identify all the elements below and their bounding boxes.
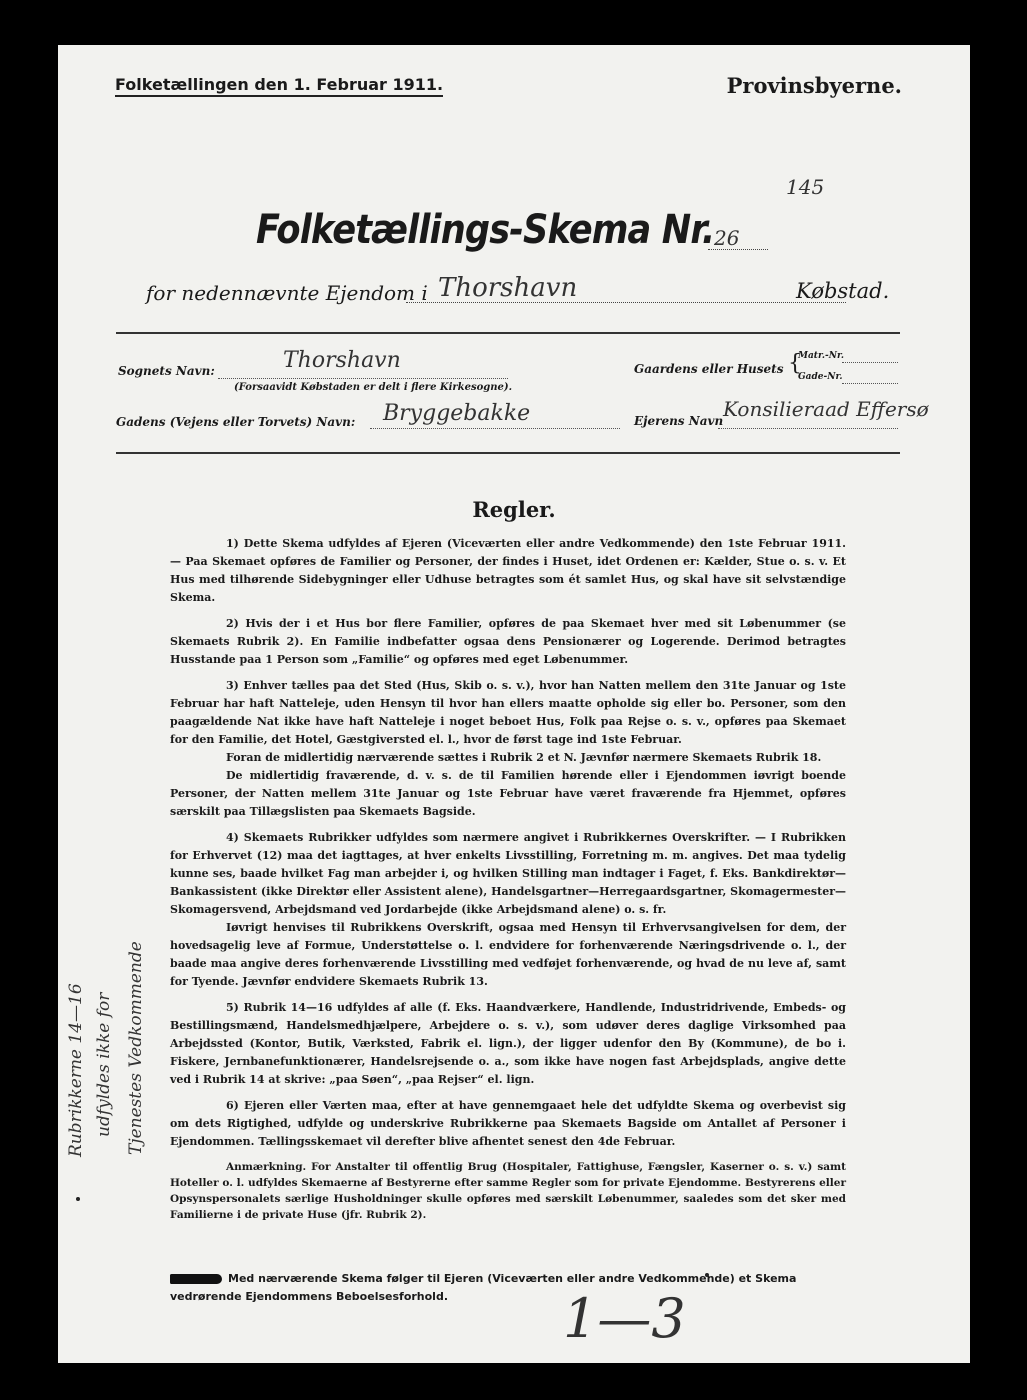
rule-3b: Foran de midlertidig nærværende sættes i Rubrik 2 et N. Jævnfør nærmere Skemaets Rubrik 18. xyxy=(226,751,822,764)
rule-4b: Iøvrigt henvises til Rubrikkens Overskrift, ogsaa med Hensyn til Erhvervsangivelsen for dem, der hovedsagelig leve af Formue, Understøttelse o. l. endvidere for forhenværende Næringsdrivende o. l., der baade maa angive deres forhenværende Livsstilling med vedføjet forhenværende, og hvad de nu leve af, samt for Tyende. Jævnfør endvidere Skemaets Rubrik 13. xyxy=(170,921,846,988)
parish-label: Sognets Navn: xyxy=(118,364,215,378)
rule-2: 2) Hvis der i et Hus bor flere Familier, opføres de paa Skemaet hver med sit Løbenummer (se Skemaets Rubrik 2). En Familie indbefatter ogsaa dens Pensionærer og Logerende. Derimod betragtes Husstande paa 1 Person som „Familie“ og opføres med eget Løbenummer. xyxy=(170,617,846,666)
rule-6: 6) Ejeren eller Værten maa, efter at have gennemgaaet hele det udfyldte Skema og overbevist sig om dets Rigtighed, udfylde og underskrive Rubrikkerne paa Skemaets Bagside om Antallet af Personer i Ejendommen. Tællingsskemaet vil derefter blive afhentet senest den 4de Februar. xyxy=(170,1099,846,1148)
owner-value: Konsilieraad Effersø xyxy=(723,397,929,421)
gade-label: Gade-Nr. xyxy=(798,372,843,382)
street-value: Bryggebakke xyxy=(383,401,531,426)
side-note-line-1: Rubrikkerne 14—16 xyxy=(66,983,86,1157)
matr-label: Matr.-Nr. xyxy=(798,351,845,361)
town-name-hand: Thorshavn xyxy=(438,273,578,303)
form-title: Folketællings-Skema Nr. xyxy=(256,207,715,253)
handwritten-number: 145 xyxy=(786,175,825,199)
owner-line xyxy=(718,428,898,429)
matr-line xyxy=(842,362,898,363)
property-prefix: for nedennævnte Ejendom i xyxy=(146,281,428,305)
footer-text: Med nærværende Skema følger til Ejeren (Viceværten eller andre Vedkommende) et Skema vedrørende Ejendommens Beboelsesforhold. xyxy=(170,1272,797,1303)
form-number-line xyxy=(708,249,768,250)
side-note-line-2: udfyldes ikke for xyxy=(94,992,114,1137)
side-note-line-3: Tjenestes Vedkommende xyxy=(126,941,146,1155)
rules-body xyxy=(170,535,846,1231)
parish-value: Thorshavn xyxy=(283,348,401,373)
rule-3c: De midlertidig fraværende, d. v. s. de til Familien hørende eller i Ejendommen iøvrigt boende Personer, der Natten mellem 31te Januar og 1ste Februar have været fraværende fra Hjemmet, opføres særskilt paa Tillægslisten paa Skemaets Bagside. xyxy=(170,769,846,818)
census-form-page xyxy=(58,45,970,1363)
footer-note xyxy=(170,1270,850,1306)
street-line xyxy=(370,428,620,429)
rule-note: Anmærkning. For Anstalter til offentlig Brug (Hospitaler, Fattighuse, Fængsler, Kaserner o. s. v.) samt Hoteller o. l. udfyldes Skemaerne af Bestyrerne efter samme Regler som for private Ejendomme. Bestyrerens eller Opsynspersonalets særlige Husholdninger skulle opføres med særskilt Løbenummer, saaledes som det sker med Familierne i de private Huse (jfr. Rubrik 2). xyxy=(170,1161,846,1221)
rule-1: 1) Dette Skema udfyldes af Ejeren (Viceværten eller andre Vedkommende) den 1ste Februar 1911. — Paa Skemaet opføres de Familier og Personer, der findes i Huset, idet Ordenen er: Kælder, Stue o. s. v. Et Hus med tilhørende Sidebygninger eller Udhuse betragtes som ét samlet Hus, og skal have sit selvstændige Skema. xyxy=(170,537,846,604)
ink-dot xyxy=(76,1197,80,1201)
gade-line xyxy=(842,383,898,384)
town-name-line xyxy=(406,302,846,303)
form-number-hand: 26 xyxy=(714,226,740,250)
rule-4a: 4) Skemaets Rubrikker udfyldes som nærmere angivet i Rubrikkernes Overskrifter. — I Rubrikken for Erhvervet (12) maa det iagttages, at hver enkelts Livsstilling, Forretning m. m. angives. Det maa tydelig kunne ses, baade hvilket Fag man arbejder i, og hvilken Stilling man indtager i Faget, f. Eks. Bankdirektør—Bankassistent (ikke Direktør eller Assistent alene), Handelsgartner—Herregaardsgartner, Skomagermester—Skomagersvend, Arbejdsmand ved Jordarbejde (ikke Arbejdsmand alene) o. s. fr. xyxy=(170,831,846,916)
bottom-handwritten-number: 1—3 xyxy=(563,1287,686,1350)
category-header: Provinsbyerne. xyxy=(726,73,902,98)
rule-3a: 3) Enhver tælles paa det Sted (Hus, Skib o. s. v.), hvor han Natten mellem den 31te Januar og 1ste Februar har haft Natteleje, uden Hensyn til hvor han ellers maatte opholde sig eller bo. Personer, som den paagældende Nat ikke have haft Natteleje i noget beboet Hus, Folk paa Rejse o. s. v., opføres paa Skemaet for den Familie, det Hotel, Gæstgiversted el. l., hvor de først tage ind 1ste Februar. xyxy=(170,679,846,746)
divider-top xyxy=(116,332,900,334)
farm-label: Gaardens eller Husets xyxy=(634,362,784,376)
side-note xyxy=(58,915,168,1155)
census-date-header: Folketællingen den 1. Februar 1911. xyxy=(115,75,443,97)
brace-icon: { xyxy=(788,351,802,376)
rule-5: 5) Rubrik 14—16 udfyldes af alle (f. Eks. Haandværkere, Handlende, Industridrivende, Embeds- og Bestillingsmænd, Handelsmedhjælpere, Arbejdere o. s. v.), som udøver deres daglige Virksomhed paa Arbejdssted (Kontor, Butik, Værksted, Fabrik el. lign.), der ligger udenfor den By (Kommune), de bo i. Fiskere, Jernbanefunktionærer, Handelsrejsende o. a., som ikke have nogen fast Arbejdsplads, angive dette ved i Rubrik 14 at skrive: „paa Søen“, „paa Rejser“ el. lign. xyxy=(170,1001,846,1086)
owner-label: Ejerens Navn xyxy=(634,414,724,428)
parish-line xyxy=(218,378,508,379)
divider-bottom xyxy=(116,452,900,454)
street-label: Gadens (Vejens eller Torvets) Navn: xyxy=(116,415,356,429)
property-suffix: Købstad. xyxy=(796,279,890,303)
parish-note: (Forsaavidt Købstaden er delt i flere Kirkesogne). xyxy=(234,382,513,393)
rules-title: Regler. xyxy=(472,497,556,522)
pointing-hand-icon xyxy=(170,1274,222,1284)
